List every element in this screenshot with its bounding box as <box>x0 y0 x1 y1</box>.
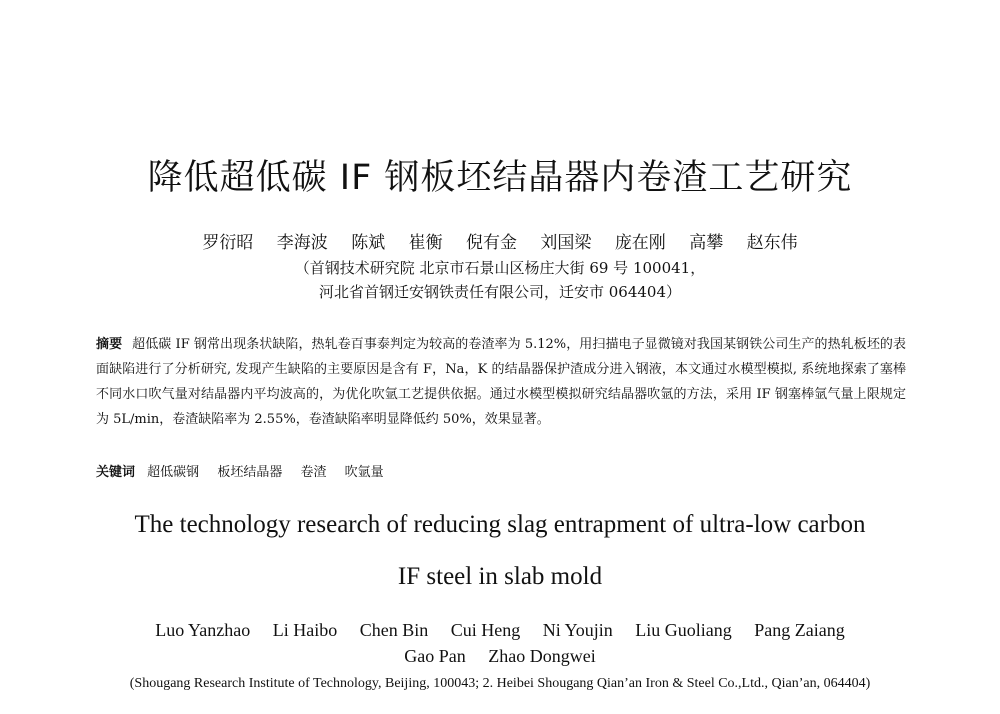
chinese-author: 刘国梁 <box>540 233 592 253</box>
english-title-line-2: IF steel in slab mold <box>397 563 603 590</box>
abstract-text: 超低碳 IF 钢常出现条状缺陷，热轧卷百事泰判定为较高的卷渣率为 5.12%，用扫描电子显微镜对我国某钢铁公司生产的热轧板坯的表面缺陷进行了分析研究, 发现产生缺陷的主要原因是含有 F，Na，K 的结晶器保护渣成分进入钢液，本文通过水模型模拟, 系统地探索了塞棒不同水口吹气量对结晶器内平均波高的，为优化吹氩工艺提供依据。通过水模型模拟研究结晶器吹氩的方法，采用 IF 钢塞棒氩气量上限规定为 5L/min，卷渣缺陷率为 2.55%，卷渣缺陷率明显降低约 50%，效果显著。 <box>96 337 906 427</box>
english-author: Ni Youjin <box>542 620 613 640</box>
keyword: 超低碳钢 <box>147 465 200 480</box>
chinese-author: 罗衍昭 <box>202 233 254 253</box>
english-title-line-1: The technology research of reducing slag entrapment of ultra-low carbon <box>134 511 866 538</box>
keyword: 吹氩量 <box>344 465 384 480</box>
english-author: Gao Pan <box>404 646 466 666</box>
chinese-author-list <box>0 228 1000 253</box>
chinese-author: 庞在刚 <box>614 233 666 253</box>
keywords <box>96 461 906 480</box>
english-author: Liu Guoliang <box>635 620 732 640</box>
english-author: Li Haibo <box>272 620 338 640</box>
english-author: Chen Bin <box>359 620 429 640</box>
english-author-list-line-1 <box>0 620 1000 641</box>
abstract-label: 摘要 <box>96 337 123 352</box>
keyword: 卷渣 <box>300 465 327 480</box>
english-author: Cui Heng <box>450 620 521 640</box>
keywords-label: 关键词 <box>96 465 136 480</box>
chinese-author: 陈斌 <box>351 233 386 253</box>
chinese-author: 崔衡 <box>408 233 443 253</box>
english-author-list-line-2 <box>0 646 1000 667</box>
chinese-author: 李海波 <box>276 233 328 253</box>
chinese-affiliation-line-2: 河北省首钢迁安钢铁责任有限公司，迁安市 064404） <box>318 283 682 301</box>
english-author: Zhao Dongwei <box>488 646 596 666</box>
chinese-author: 赵东伟 <box>746 233 798 253</box>
english-author: Pang Zaiang <box>754 620 845 640</box>
keyword: 板坯结晶器 <box>217 465 283 480</box>
chinese-title: 降低超低碳 IF 钢板坯结晶器内卷渣工艺研究 <box>147 158 853 198</box>
chinese-author: 倪有金 <box>466 233 517 253</box>
chinese-affiliation-line-1: （首钢技术研究院 北京市石景山区杨庄大街 69 号 100041， <box>294 259 706 277</box>
chinese-author: 高攀 <box>689 233 724 253</box>
english-affiliation: (Shougang Research Institute of Technology, Beijing, 100043; 2. Heibei Shougang Qian’an Iron & Steel Co.,Ltd., Qian’an, 064404) <box>129 676 871 691</box>
abstract <box>96 332 906 432</box>
english-author: Luo Yanzhao <box>155 620 251 640</box>
